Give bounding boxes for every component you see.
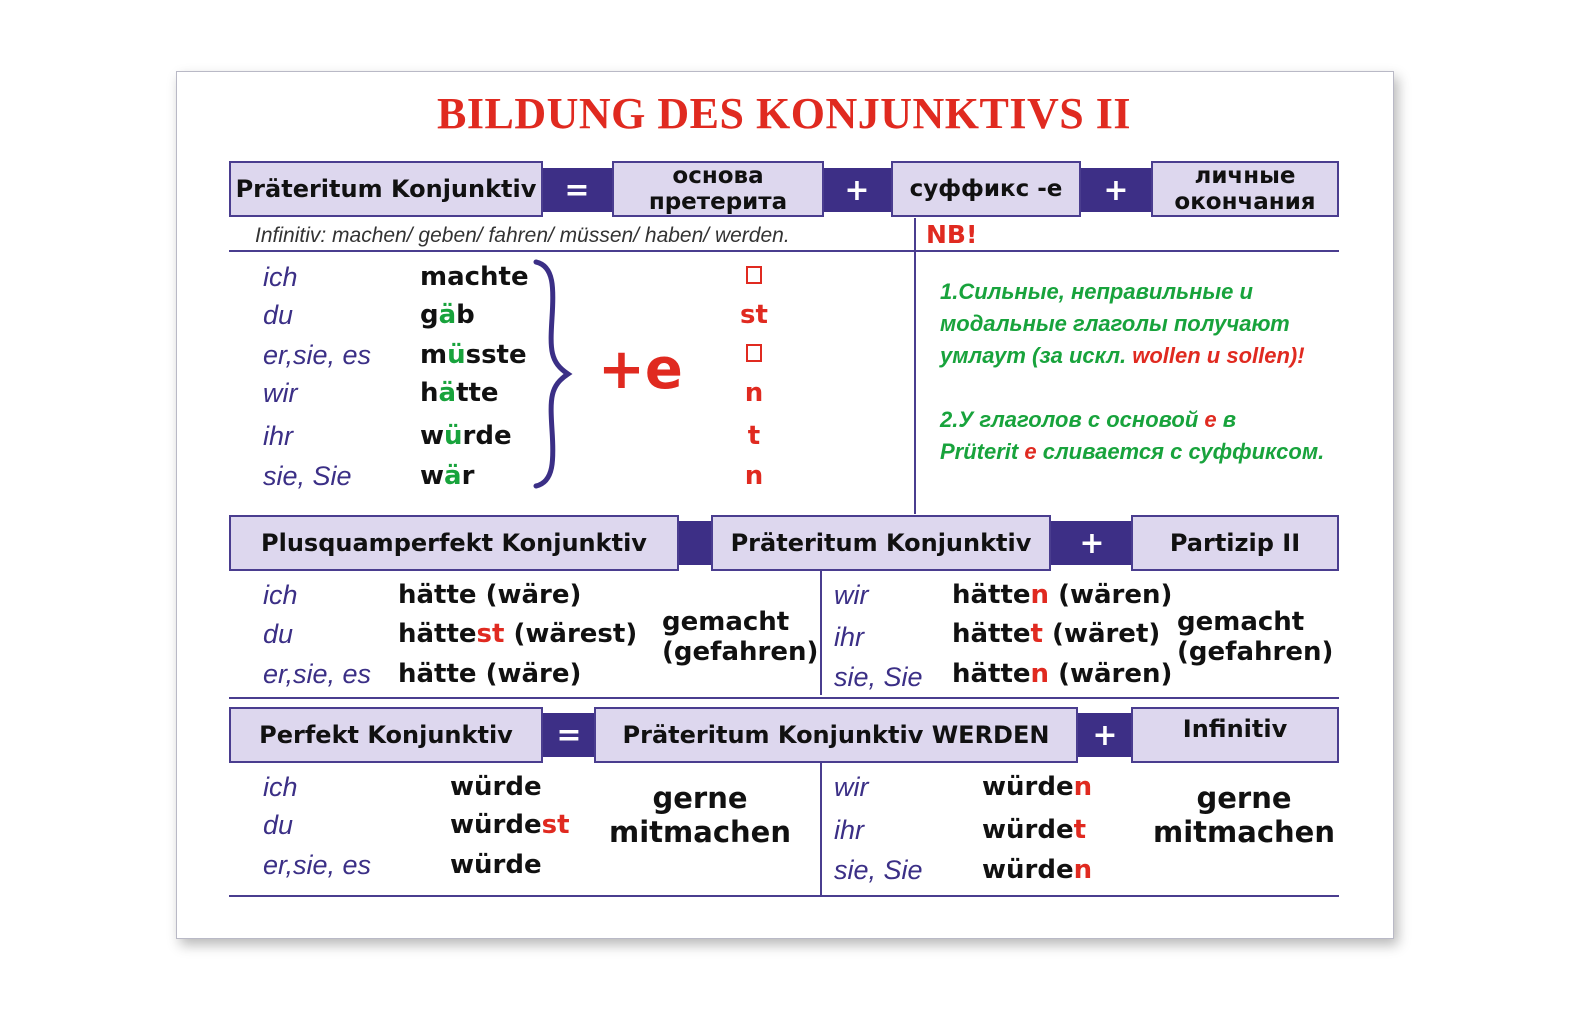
s2-participle-right (1177, 607, 1333, 667)
s2-participle-box (1131, 515, 1339, 571)
s3-column-divider (820, 763, 822, 895)
verb-stem: hätte (398, 619, 477, 649)
nb-note-2-line-1 (940, 404, 1236, 436)
s3-infinitive-label: Infinitiv (1182, 715, 1288, 743)
verb-ending: t (1030, 619, 1043, 649)
s3-phrase-right (1144, 781, 1344, 849)
s1-pronoun-er-sie-es: er,sie, es (263, 340, 372, 370)
participle-line-2: (gefahren) (662, 637, 819, 667)
s1-top-divider (229, 250, 1339, 252)
nb-note-1-line-1: 1.Сильные, неправильные и (940, 279, 1253, 304)
verb-umlaut: ä (438, 378, 457, 408)
s3-aux-label: Präteritum Konjunktiv WERDEN (622, 721, 1050, 749)
note-exception: wollen и sollen)! (1132, 343, 1305, 368)
s3-phrase-left (600, 781, 800, 849)
verb-stem: m (420, 340, 448, 370)
s1-endings-box (1151, 161, 1339, 217)
s1-ending-sie: n (744, 461, 764, 491)
s1-ending-du: st (740, 300, 768, 330)
s1-suffix-label: суффикс -e (909, 175, 1063, 202)
verb-stem: hätte (398, 659, 477, 689)
s3-plus-sign: + (1092, 717, 1118, 753)
s2-plus-sign: + (1079, 525, 1105, 561)
s2-pronoun-ich: ich (263, 580, 298, 610)
verb-rest: r (461, 461, 475, 491)
verb-stem: h (420, 378, 439, 408)
s1-term-label: Präteritum Konjunktiv (235, 175, 537, 203)
verb-stem: würde (450, 850, 542, 880)
verb-rest: rde (462, 421, 512, 451)
participle-line-1: gemacht (1177, 607, 1305, 637)
verb-ending: st (476, 619, 505, 649)
verb-umlaut: ä (438, 300, 457, 330)
s1-ending-wir: n (744, 378, 764, 408)
s1-plus-sign-1: + (844, 172, 870, 208)
s3-term-label: Perfekt Konjunktiv (259, 721, 513, 749)
verb-rest: tte (456, 378, 499, 408)
verb-alt: (wäre) (476, 659, 582, 689)
nb-note-2-line-2 (940, 436, 1324, 468)
nb-label: NB! (926, 220, 978, 249)
s3-verb-ich (450, 772, 542, 802)
s3-verb-wir (982, 772, 1092, 802)
infinitive-examples: Infinitiv: machen/ geben/ fahren/ müssen/ haben/ werden. (255, 224, 790, 247)
s1-verb-machte (420, 262, 529, 292)
verb-ending: n (1030, 659, 1050, 689)
verb-stem: hätte (952, 659, 1031, 689)
s2-verb-wir (952, 580, 1172, 610)
s2-verb-ihr (952, 619, 1160, 649)
s3-term-box (229, 707, 543, 763)
s1-suffix-box (891, 161, 1081, 217)
note-text: умлаут (за искл. (940, 343, 1133, 368)
s1-verb-wurde (420, 421, 512, 451)
verb-stem: würde (450, 810, 542, 840)
note-text: Prüterit (940, 439, 1025, 464)
s2-participle-left (662, 607, 818, 667)
s3-aux-box (594, 707, 1078, 763)
s1-verb-gab (420, 300, 475, 330)
verb-alt: (wären) (1049, 580, 1173, 610)
phrase-line-2: mitmachen (609, 815, 791, 849)
s1-term-box (229, 161, 543, 217)
verb-stem: hätte (952, 619, 1031, 649)
s2-term-label: Plusquamperfekt Konjunktiv (261, 529, 647, 557)
s2-pronoun-wir: wir (834, 580, 869, 610)
s3-pronoun-sie: sie, Sie (834, 855, 923, 885)
s3-verb-er-sie-es (450, 850, 542, 880)
s3-verb-du (450, 810, 570, 840)
s1-equals-sign: = (564, 172, 590, 208)
verb-stem: hätte (398, 580, 477, 610)
s2-bottom-divider (229, 697, 1339, 699)
verb-umlaut: ü (444, 421, 463, 451)
participle-line-2: (gefahren) (1177, 637, 1334, 667)
s3-bottom-divider (229, 895, 1339, 897)
note-text: в (1216, 407, 1237, 432)
s1-pronoun-du: du (263, 300, 294, 330)
verb-umlaut: ü (447, 340, 466, 370)
empty-ending-box-icon (746, 344, 762, 362)
s2-verb-sie (952, 659, 1172, 689)
verb-alt: (wäre) (476, 580, 582, 610)
note-text: сливается с суффиксом. (1036, 439, 1325, 464)
verb-stem: hätte (952, 580, 1031, 610)
s1-verb-war (420, 461, 474, 491)
verb-alt: (wäret) (1042, 619, 1161, 649)
verb-alt: (wären) (1049, 659, 1173, 689)
s1-pronoun-ich: ich (263, 262, 298, 292)
s2-verb-ich (398, 580, 581, 610)
verb-ending: st (541, 810, 570, 840)
note-text: 2.У глаголов с основой (940, 407, 1205, 432)
s3-pronoun-ihr: ihr (834, 815, 865, 845)
phrase-line-1: gerne (652, 781, 748, 815)
s1-stem-box (612, 161, 824, 217)
s1-verb-musste (420, 340, 527, 370)
s1-pronoun-wir: wir (263, 378, 298, 408)
s3-pronoun-ich: ich (263, 772, 298, 802)
verb-stem: würde (450, 772, 542, 802)
s1-column-divider (914, 218, 916, 514)
empty-ending-box-icon (746, 266, 762, 284)
s2-pronoun-ihr: ihr (834, 622, 865, 652)
s3-pronoun-wir: wir (834, 772, 869, 802)
verb-rest: b (456, 300, 475, 330)
phrase-line-2: mitmachen (1153, 815, 1335, 849)
s3-equals-sign: = (556, 717, 582, 753)
verb-stem: machte (420, 262, 529, 292)
s3-pronoun-er-sie-es: er,sie, es (263, 850, 372, 880)
verb-rest: sste (465, 340, 527, 370)
s2-column-divider (820, 571, 822, 695)
verb-ending: n (1030, 580, 1050, 610)
s2-term-box (229, 515, 679, 571)
verb-stem: g (420, 300, 439, 330)
s2-pronoun-du: du (263, 619, 294, 649)
page-title: BILDUNG DES KONJUNKTIVS II (437, 89, 1131, 138)
s1-pronoun-sie: sie, Sie (263, 461, 352, 491)
note-letter-e: e (1204, 407, 1217, 432)
nb-note-1-line-3 (940, 340, 1305, 372)
nb-note-1-line-2: модальные глаголы получают (940, 311, 1290, 336)
s1-stem-label: основа претерита (648, 163, 788, 215)
verb-alt: (wärest) (504, 619, 638, 649)
s3-infinitive-box (1131, 707, 1339, 763)
s1-endings-label: личные окончания (1174, 163, 1316, 215)
verb-ending: n (1073, 855, 1093, 885)
s3-verb-sie (982, 855, 1092, 885)
verb-ending: t (1073, 815, 1087, 845)
s2-pronoun-sie: sie, Sie (834, 662, 923, 692)
s1-plus-sign-2: + (1103, 172, 1129, 208)
participle-line-1: gemacht (662, 607, 790, 637)
verb-stem: w (420, 461, 445, 491)
s2-aux-label: Präteritum Konjunktiv (730, 529, 1032, 557)
s3-pronoun-du: du (263, 810, 294, 840)
s2-pronoun-er-sie-es: er,sie, es (263, 659, 372, 689)
s1-ending-ihr: t (747, 421, 761, 451)
s2-participle-label: Partizip II (1169, 529, 1301, 557)
s2-verb-du (398, 619, 637, 649)
verb-stem: würde (982, 772, 1074, 802)
note-letter-e: e (1024, 439, 1037, 464)
verb-umlaut: ä (444, 461, 462, 491)
curly-brace-icon (528, 258, 580, 490)
phrase-line-1: gerne (1196, 781, 1292, 815)
s1-pronoun-ihr: ihr (263, 421, 294, 451)
verb-ending: n (1073, 772, 1093, 802)
s1-verb-hatte (420, 378, 499, 408)
verb-stem: würde (982, 855, 1074, 885)
plus-e-label: +e (598, 337, 683, 402)
verb-stem: w (420, 421, 445, 451)
s3-verb-ihr (982, 815, 1086, 845)
verb-stem: würde (982, 815, 1074, 845)
s2-aux-box (711, 515, 1051, 571)
s2-verb-er-sie-es (398, 659, 581, 689)
